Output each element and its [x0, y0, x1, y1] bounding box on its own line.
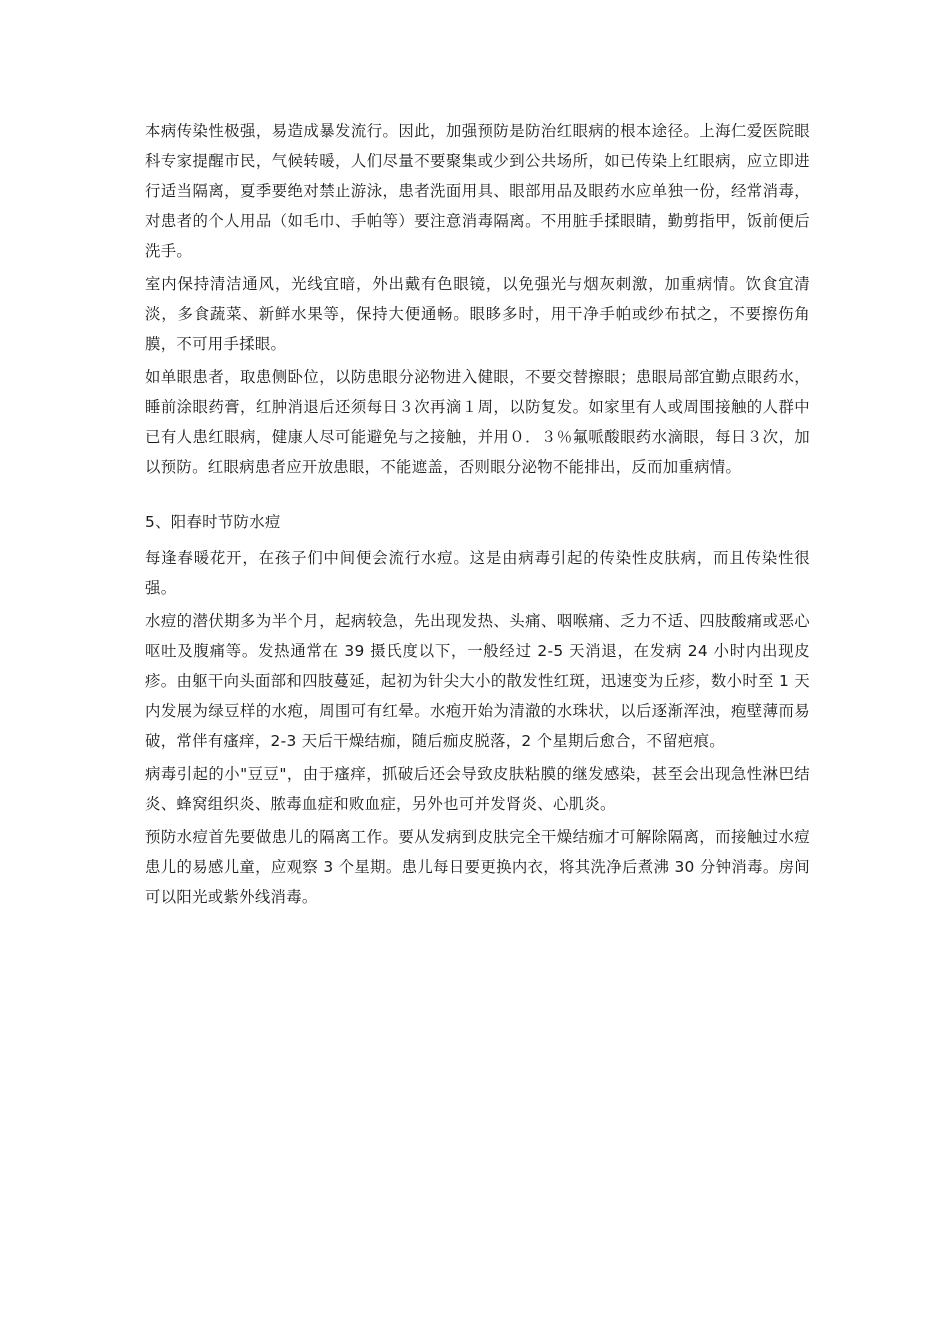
section-heading-chickenpox: 5、阳春时节防水痘: [145, 513, 281, 531]
paragraph-chickenpox-complications: 病毒引起的小"豆豆"，由于瘙痒，抓破后还会导致皮肤粘膜的继发感染，甚至会出现急性淋巴结炎、蜂窝组织炎、脓毒血症和败血症，另外也可并发肾炎、心肌炎。: [145, 765, 810, 813]
paragraph-chickenpox-prevention: 预防水痘首先要做患儿的隔离工作。要从发病到皮肤完全干燥结痂才可解除隔离，而接触过水痘患儿的易感儿童，应观察 3 个星期。患儿每日要更换内衣，将其洗净后煮沸 30 分钟消毒。房间可以阳光或紫外线消毒。: [145, 828, 810, 906]
paragraph-single-eye-care: 如单眼患者，取患侧卧位，以防患眼分泌物进入健眼，不要交替擦眼；患眼局部宜勤点眼药水，睡前涂眼药膏，红肿消退后还须每日３次再滴１周，以防复发。如家里有人或周围接触的人群中已有人患红眼病，健康人尽可能避免与之接触，并用０．３％氟哌酸眼药水滴眼，每日３次，加以预防。红眼病患者应开放患眼，不能遮盖，否则眼分泌物不能排出，反而加重病情。: [145, 368, 810, 476]
paragraph-chickenpox-symptoms: 水痘的潜伏期多为半个月，起病较急，先出现发热、头痛、咽喉痛、乏力不适、四肢酸痛或恶心呕吐及腹痛等。发热通常在 39 摄氏度以下，一般经过 2-5 天消退，在发病 24 小时内出现皮疹。由躯干向头面部和四肢蔓延，起初为针尖大小的散发性红斑，迅速变为丘疹，数小时至 1 天内发展为绿豆样的水疱，周围可有红晕。水疱开始为清澈的水珠状，以后逐渐浑浊，疱壁薄而易破，常伴有瘙痒，2-3 天后干燥结痂，随后痂皮脱落，2 个星期后愈合，不留疤痕。: [145, 612, 810, 750]
paragraph-chickenpox-intro: 每逢春暖花开，在孩子们中间便会流行水痘。这是由病毒引起的传染性皮肤病，而且传染性很强。: [145, 549, 810, 597]
document-body: [145, 116, 810, 912]
paragraph-room-care: 室内保持清洁通风，光线宜暗，外出戴有色眼镜，以免强光与烟灰刺激，加重病情。饮食宜清淡，多食蔬菜、新鲜水果等，保持大便通畅。眼眵多时，用干净手帕或纱布拭之，不要擦伤角膜，不可用手揉眼。: [145, 275, 810, 353]
paragraph-red-eye-prevention: 本病传染性极强，易造成暴发流行。因此，加强预防是防治红眼病的根本途径。上海仁爱医院眼科专家提醒市民，气候转暖，人们尽量不要聚集或少到公共场所，如已传染上红眼病，应立即进行适当隔离，夏季要绝对禁止游泳，患者洗面用具、眼部用品及眼药水应单独一份，经常消毒，对患者的个人用品（如毛巾、手帕等）要注意消毒隔离。不用脏手揉眼睛，勤剪指甲，饭前便后洗手。: [145, 122, 810, 260]
